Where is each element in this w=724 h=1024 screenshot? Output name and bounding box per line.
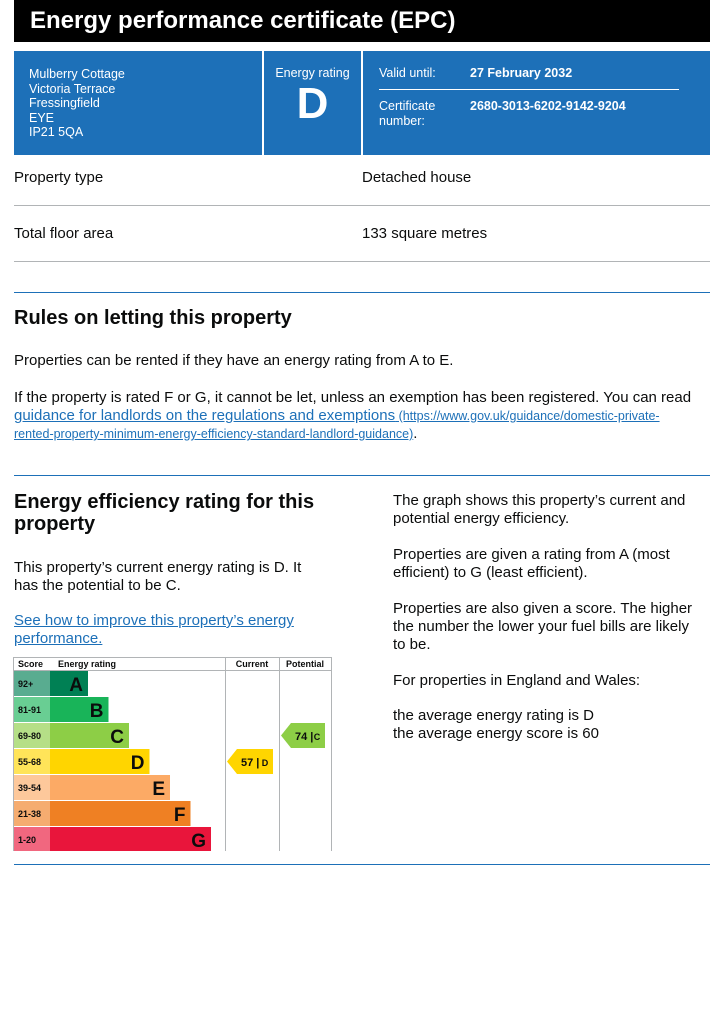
section-divider (14, 475, 710, 476)
valid-until-label: Valid until: (379, 66, 436, 80)
address-panel (14, 51, 262, 155)
landlord-guidance-link-url[interactable]: rented-property-minimum-energy-efficiency-standard-landlord-guidance) (14, 427, 414, 441)
england-wales-text: For properties in England and Wales: (393, 672, 641, 689)
valid-until-date: 27 February 2032 (470, 66, 573, 80)
validity-panel (363, 51, 710, 155)
floor-area-value: 133 square metres (362, 225, 488, 242)
band-score-range: 21-38 (18, 809, 42, 819)
graph-description: The graph shows this property’s current and (393, 492, 686, 509)
improve-link-line-2 (14, 630, 102, 648)
band-score-range: 92+ (18, 679, 34, 689)
chart-header-current: Current (235, 659, 269, 669)
band-letter-a: A (69, 675, 83, 696)
cert-label: Certificate (379, 99, 436, 113)
section-divider (14, 864, 710, 865)
band-letter-d: D (130, 753, 145, 774)
band-letter-e: E (152, 779, 165, 800)
current-rating-score: 57 | (241, 757, 260, 769)
current-rating-letter: D (261, 758, 269, 768)
property-type-label: Property type (14, 169, 104, 186)
landlord-guidance-link[interactable]: guidance for landlords on the regulations and exemptions (https://www.gov.uk/guidance/domestic-private- (14, 407, 660, 424)
rating-letter: D (296, 79, 329, 128)
chart-header-potential: Potential (285, 659, 325, 669)
rating-panel (264, 51, 361, 155)
average-rating-text: the average energy rating is D (393, 707, 594, 724)
address-line: Victoria Terrace (29, 81, 116, 96)
score-description-3: to be. (393, 636, 431, 653)
section-divider (14, 292, 710, 293)
chart-header-rating: Energy rating (58, 659, 117, 669)
band-score-range: 55-68 (18, 757, 42, 767)
score-description: Properties are also given a score. The higher (393, 600, 693, 617)
rating-label: Energy rating (275, 66, 350, 80)
address-line: IP21 5QA (29, 125, 84, 139)
current-rating-text: This property’s current energy rating is D. It (14, 559, 302, 576)
divider (379, 89, 679, 90)
score-description-2: the number the lower your fuel bills are likely (393, 618, 689, 635)
energy-rating-chart (13, 657, 333, 851)
improve-performance-link[interactable]: See how to improve this property’s energy (14, 612, 294, 629)
letting-link-line: rented-property-minimum-energy-efficiency-standard-landlord-guidance). (14, 425, 418, 442)
potential-rating-letter: C (313, 732, 321, 742)
graph-description-2: potential energy efficiency. (393, 510, 570, 527)
improve-link-line (14, 612, 294, 630)
letting-heading: Rules on letting this property (14, 307, 292, 329)
band-letter-b: B (89, 701, 104, 722)
potential-rating-score: 74 | (295, 731, 314, 743)
band-bar-f (50, 801, 191, 826)
property-type-value: Detached house (362, 169, 472, 186)
letting-link-line (14, 407, 714, 425)
letting-paragraph: Properties can be rented if they have an energy rating from A to E. (14, 352, 454, 369)
address-line: Fressingfield (29, 96, 100, 110)
title-bar (14, 0, 710, 42)
efficiency-heading-2: property (14, 513, 96, 535)
band-bar-g (50, 827, 211, 851)
band-score-range: 69-80 (18, 731, 42, 741)
efficiency-heading: Energy efficiency rating for this (14, 491, 315, 513)
chart-header-score: Score (18, 659, 44, 669)
band-letter-f: F (173, 805, 186, 826)
band-letter-g: G (191, 831, 206, 851)
rating-description-2: efficient) to G (least efficient). (393, 564, 588, 581)
improve-performance-link-2[interactable]: performance. (14, 630, 103, 647)
letting-paragraph: If the property is rated F or G, it cannot be let, unless an exemption has been registered. You can read (14, 389, 692, 406)
divider (14, 205, 710, 206)
band-score-range: 1-20 (18, 835, 37, 845)
page-title: Energy performance certificate (EPC) (30, 7, 456, 34)
current-rating-text-2: has the potential to be C. (14, 577, 181, 594)
band-score-range: 81-91 (18, 705, 42, 715)
divider (14, 261, 710, 262)
average-score-text: the average energy score is 60 (393, 725, 599, 742)
address-line: Mulberry Cottage (29, 67, 125, 81)
rating-description: Properties are given a rating from A (most (393, 546, 670, 563)
band-letter-c: C (110, 727, 124, 748)
floor-area-label: Total floor area (14, 225, 114, 242)
band-score-range: 39-54 (18, 783, 42, 793)
address-line: EYE (29, 110, 55, 125)
cert-label-2: number: (379, 114, 425, 128)
cert-number: 2680-3013-6202-9142-9204 (470, 99, 626, 113)
